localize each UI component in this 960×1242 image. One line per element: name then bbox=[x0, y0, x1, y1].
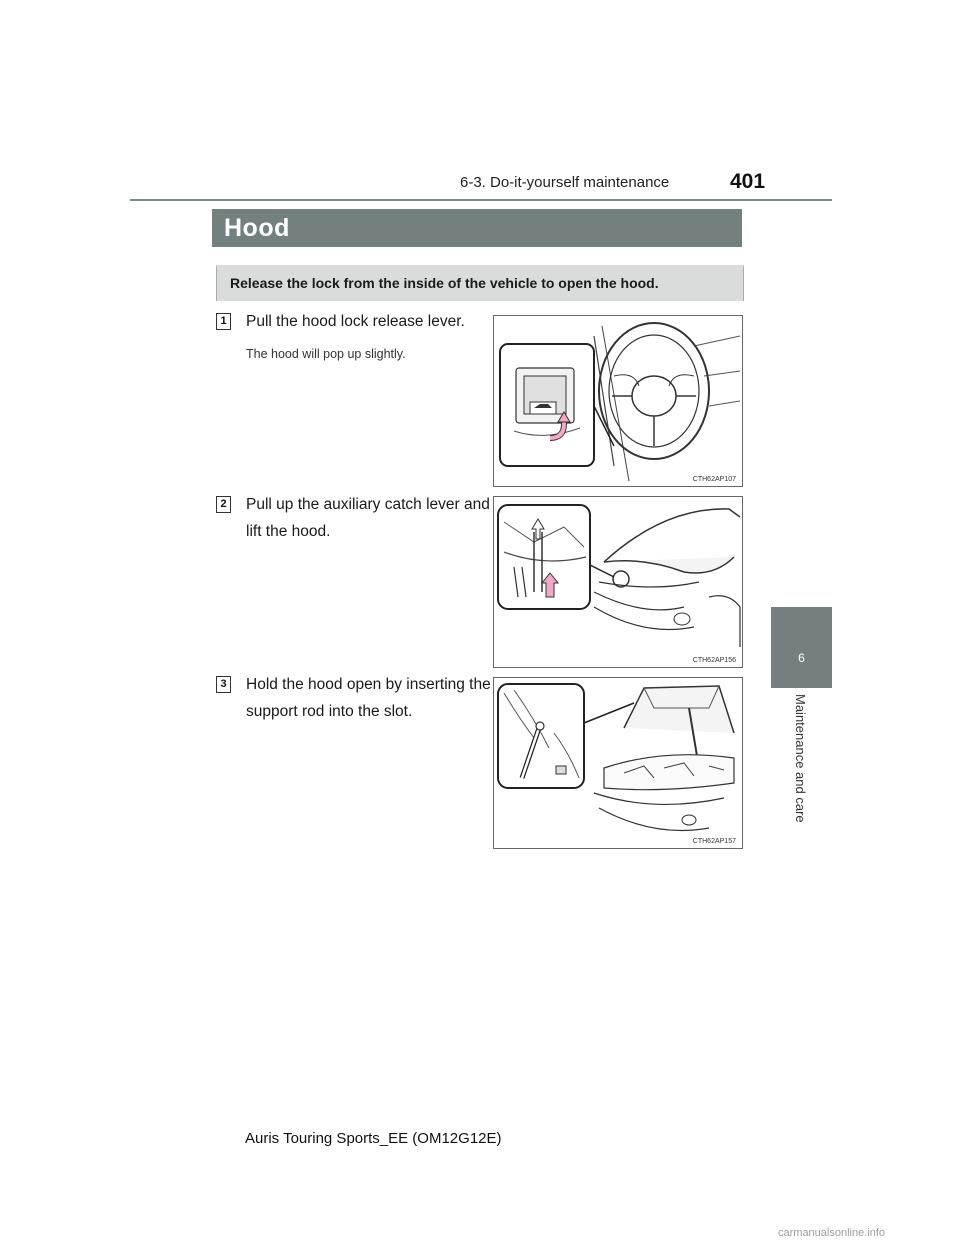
figure-support-rod bbox=[493, 677, 743, 849]
step-number-2: 2 bbox=[216, 496, 231, 513]
chapter-tab bbox=[771, 607, 832, 688]
step-2-text: Pull up the auxiliary catch lever and lift the hood. bbox=[246, 496, 490, 540]
figure-hood-release-lever bbox=[493, 315, 743, 487]
footer-model: Auris Touring Sports_EE (OM12G12E) bbox=[245, 1130, 502, 1147]
step-number-1: 1 bbox=[216, 313, 231, 330]
figure-auxiliary-catch-lever bbox=[493, 496, 743, 668]
page-number: 401 bbox=[730, 170, 766, 193]
figure-code: CTH62AP156 bbox=[692, 657, 736, 664]
intro-text: Release the lock from the inside of the vehicle to open the hood. bbox=[230, 275, 659, 291]
step-1-note: The hood will pop up slightly. bbox=[246, 347, 406, 361]
step-3-text: Hold the hood open by inserting the support rod into the slot. bbox=[246, 676, 491, 720]
chapter-number: 6 bbox=[798, 651, 805, 665]
support-rod-illustration bbox=[494, 678, 742, 848]
title-bar bbox=[212, 209, 742, 247]
chapter-label-text: Maintenance and care bbox=[793, 694, 808, 823]
watermark: carmanualsonline.info bbox=[778, 1227, 886, 1239]
section-heading: 6-3. Do-it-yourself maintenance bbox=[460, 174, 670, 191]
figure-code: CTH62AP107 bbox=[692, 476, 736, 483]
intro-box bbox=[216, 265, 744, 301]
header-rule bbox=[130, 199, 832, 201]
chapter-label bbox=[792, 694, 812, 844]
step-number-3: 3 bbox=[216, 676, 231, 693]
hood-release-lever-illustration bbox=[494, 316, 742, 486]
figure-code: CTH62AP157 bbox=[692, 838, 736, 845]
page-title: Hood bbox=[224, 214, 290, 242]
auxiliary-catch-lever-illustration bbox=[494, 497, 742, 667]
step-1-text: Pull the hood lock release lever. bbox=[246, 313, 465, 330]
